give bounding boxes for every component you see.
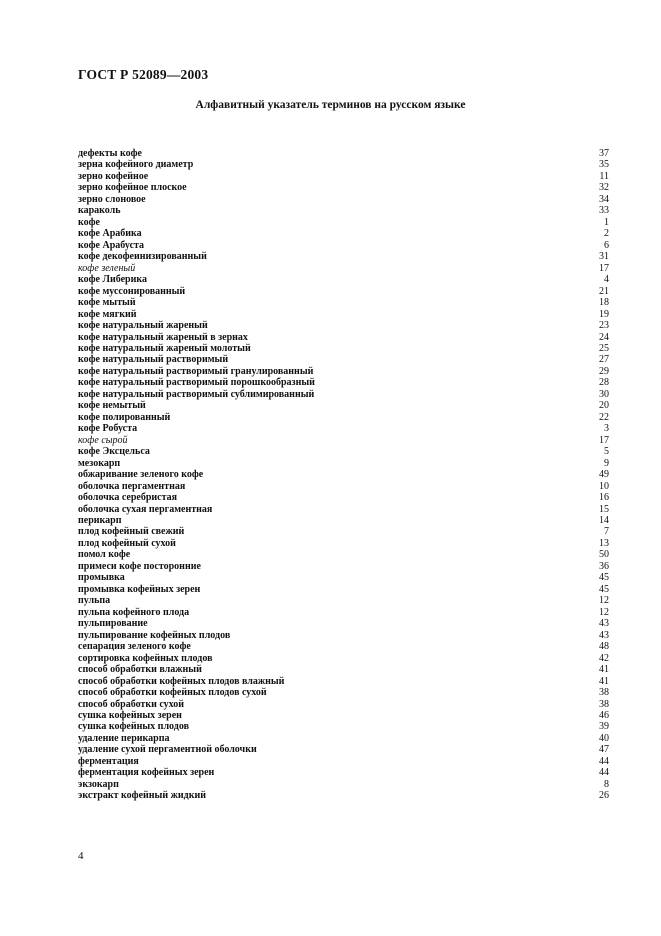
index-page-ref: 41 [599,664,609,676]
index-entry [78,721,609,732]
index-entry [78,343,609,354]
index-term: зерно слоновое [78,193,146,205]
index-term: кофе полированный [78,411,171,423]
index-page-ref: 43 [599,618,609,630]
index-page-ref: 3 [604,423,609,435]
index-page-ref: 30 [599,388,609,400]
index-term: кофе муссонированный [78,285,186,297]
index-entry [78,756,609,767]
index-page-ref: 28 [599,377,609,389]
index-page-ref: 19 [599,308,609,320]
index-term: экзокарп [78,778,119,790]
index-term: кофе сырой [78,434,128,446]
index-page-ref: 15 [599,503,609,515]
index-entry [78,240,609,251]
index-page-ref: 24 [599,331,609,343]
index-page-ref: 45 [599,572,609,584]
index-page-ref: 45 [599,583,609,595]
index-entry [78,744,609,755]
index-term: перикарп [78,515,122,526]
index-entry [78,423,609,434]
index-page-ref: 10 [599,480,609,492]
index-term: кофе натуральный растворимый [78,354,229,366]
index-page-ref: 16 [599,492,609,504]
index-page-ref: 38 [599,687,609,699]
index-term: кофе Арабика [78,228,142,240]
index-entry [78,412,609,423]
index-page-ref: 38 [599,698,609,710]
index-term: оболочка сухая пергаментная [78,503,213,515]
index-term: кофе натуральный жареный в зернах [78,331,248,343]
index-term: зерна кофейного диаметр [78,159,194,171]
index-page-ref: 46 [599,709,609,721]
index-page-ref: 34 [599,193,609,205]
index-entry [78,159,609,170]
index-page-ref: 37 [599,148,609,159]
index-term: способ обработки сухой [78,698,185,710]
index-term: кофе натуральный жареный [78,320,208,332]
index-entry [78,446,609,457]
index-page-ref: 41 [599,675,609,687]
index-term: кофе мытый [78,297,136,309]
index-entry [78,595,609,606]
index-term: оболочка серебристая [78,492,178,504]
index-page-ref: 17 [599,262,609,274]
index-term: кофе натуральный жареный молотый [78,342,251,354]
index-page-ref: 11 [599,170,609,182]
index-entry [78,435,609,446]
index-entry [78,309,609,320]
index-term: оболочка пергаментная [78,480,186,492]
index-term: способ обработки влажный [78,664,202,676]
index-entry [78,182,609,193]
index-page-ref: 36 [599,560,609,572]
index-entry [78,641,609,652]
index-term: кофе Арабуста [78,239,145,251]
index-entry [78,297,609,308]
index-entry [78,664,609,675]
index-entry [78,515,609,526]
index-entry [78,699,609,710]
index-entry [78,481,609,492]
index-term: дефекты кофе [78,148,142,159]
index-entry [78,584,609,595]
index-term: удаление сухой пергаментной оболочки [78,744,257,756]
index-term: кофе Либерика [78,274,147,286]
index-page-ref: 7 [604,526,609,538]
index-page-ref: 42 [599,652,609,664]
index-entry [78,205,609,216]
index-entry [78,274,609,285]
index-page-ref: 12 [599,595,609,607]
index-page-ref: 25 [599,342,609,354]
index-page-ref: 2 [604,228,609,240]
index-term: ферментация [78,755,139,767]
index-term: кофе немытый [78,400,146,412]
index-term: кофе мягкий [78,308,137,320]
page-number: 4 [78,850,84,862]
index-term: караколь [78,205,121,217]
index-page-ref: 27 [599,354,609,366]
index-entry [78,377,609,388]
index-term: пульпирование кофейных плодов [78,629,231,641]
index-page-ref: 12 [599,606,609,618]
index-entry [78,228,609,239]
index-page-ref: 39 [599,721,609,733]
index-page-ref: 32 [599,182,609,194]
index-term: ферментация кофейных зерен [78,767,215,779]
index-term: кофе [78,216,100,228]
index-page-ref: 33 [599,205,609,217]
index-page-ref: 21 [599,285,609,297]
index-list [78,148,609,802]
index-page-ref: 23 [599,320,609,332]
index-term: зерно кофейное [78,170,149,182]
index-page-ref: 43 [599,629,609,641]
index-term: кофе натуральный растворимый сублимированный [78,388,315,400]
index-page-ref: 35 [599,159,609,171]
index-page-ref: 4 [604,274,609,286]
index-term: пульпа кофейного плода [78,606,190,618]
index-entry [78,630,609,641]
index-term: сортировка кофейных плодов [78,652,213,664]
index-page-ref: 49 [599,469,609,481]
index-term: промывка [78,572,125,584]
index-term: зерно кофейное плоское [78,182,187,194]
index-page-ref: 29 [599,365,609,377]
index-term: примеси кофе посторонние [78,560,201,572]
index-page-ref: 31 [599,251,609,263]
index-entry [78,469,609,480]
index-entry [78,194,609,205]
index-page-ref: 8 [604,778,609,790]
index-entry [78,217,609,228]
index-entry [78,458,609,469]
index-page-ref: 5 [604,446,609,458]
index-page-ref: 48 [599,641,609,653]
index-page-ref: 6 [604,239,609,251]
index-page-ref: 44 [599,755,609,767]
index-entry [78,320,609,331]
index-entry [78,733,609,744]
index-page-ref: 14 [599,515,609,526]
index-entry [78,710,609,721]
index-entry [78,148,609,159]
index-entry [78,676,609,687]
index-term: плод кофейный сухой [78,537,176,549]
index-term: способ обработки кофейных плодов влажный [78,675,285,687]
index-term: кофе натуральный растворимый порошкообразный [78,377,315,389]
index-term: сушка кофейных зерен [78,709,182,721]
index-entry [78,286,609,297]
index-entry [78,332,609,343]
index-entry [78,263,609,274]
index-term: пульпа [78,595,111,607]
index-page-ref: 47 [599,744,609,756]
index-entry [78,687,609,698]
index-term: кофе Робуста [78,423,138,435]
index-entry [78,779,609,790]
index-entry [78,171,609,182]
index-term: промывка кофейных зерен [78,583,201,595]
index-term: способ обработки кофейных плодов сухой [78,687,267,699]
index-term: удаление перикарпа [78,732,170,744]
index-page-ref: 9 [604,457,609,469]
index-term: кофе Эксцельса [78,446,150,458]
index-term: помол кофе [78,549,131,561]
index-entry [78,618,609,629]
index-page-ref: 22 [599,411,609,423]
index-entry [78,366,609,377]
index-entry [78,526,609,537]
index-page-ref: 18 [599,297,609,309]
index-page-ref: 44 [599,767,609,779]
index-entry [78,492,609,503]
index-term: кофе зеленый [78,262,136,274]
index-entry [78,251,609,262]
index-entry [78,607,609,618]
index-entry [78,572,609,583]
index-entry [78,504,609,515]
index-term: кофе натуральный растворимый гранулированный [78,365,314,377]
index-entry [78,400,609,411]
index-entry [78,389,609,400]
index-page-ref: 17 [599,434,609,446]
index-term: сепарация зеленого кофе [78,641,191,653]
index-entry [78,538,609,549]
index-page-ref: 26 [599,790,609,802]
index-entry [78,790,609,801]
index-entry [78,549,609,560]
index-entry [78,653,609,664]
index-page-ref: 13 [599,537,609,549]
index-page-ref: 40 [599,732,609,744]
index-title: Алфавитный указатель терминов на русском языке [195,99,466,111]
index-term: пульпирование [78,618,148,630]
index-term: кофе декофеинизированный [78,251,207,263]
index-entry [78,561,609,572]
index-entry [78,767,609,778]
index-page-ref: 1 [604,216,609,228]
index-term: мезокарп [78,457,121,469]
index-term: плод кофейный свежий [78,526,185,538]
index-entry [78,354,609,365]
index-term: сушка кофейных плодов [78,721,189,733]
index-term: обжаривание зеленого кофе [78,469,204,481]
document-code: ГОСТ Р 52089—2003 [78,67,209,82]
index-page-ref: 50 [599,549,609,561]
index-term: экстракт кофейный жидкий [78,790,206,802]
index-page-ref: 20 [599,400,609,412]
